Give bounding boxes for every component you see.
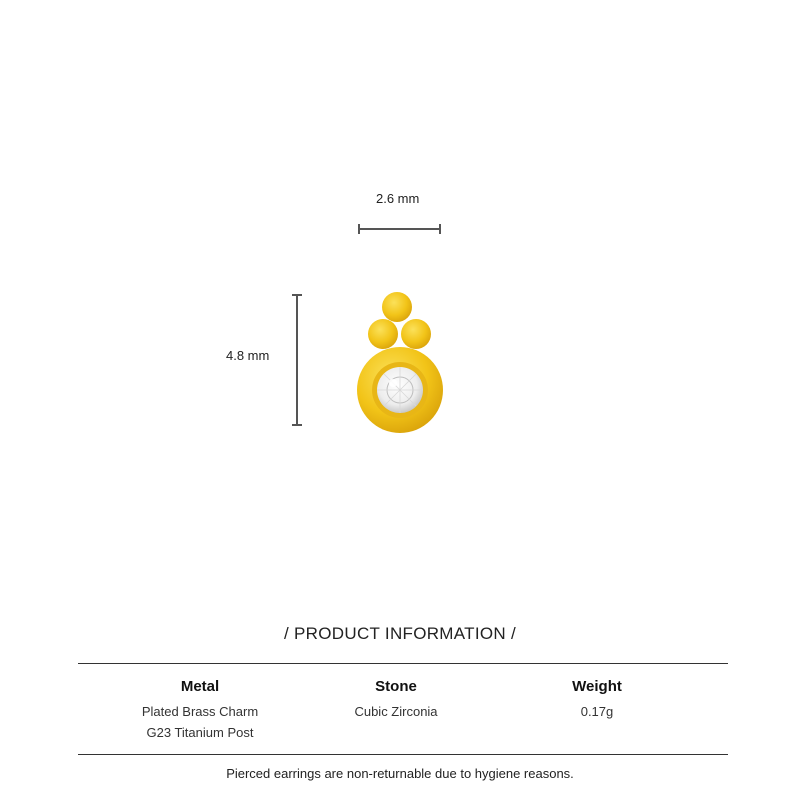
weight-line-1: 0.17g	[580, 704, 614, 719]
stone-line-1: Cubic Zirconia	[354, 704, 438, 719]
width-dimension-line	[358, 228, 441, 230]
height-dimension-label: 4.8 mm	[226, 348, 270, 363]
right-bead	[401, 319, 431, 349]
metal-line-2: G23 Titanium Post	[146, 725, 254, 740]
earring-image	[350, 285, 450, 435]
stone-heading: Stone	[375, 678, 417, 695]
metal-column	[90, 678, 310, 743]
divider-bottom	[78, 754, 728, 755]
product-info-title: / PRODUCT INFORMATION /	[284, 624, 516, 643]
top-bead	[382, 292, 412, 322]
metal-heading: Metal	[180, 678, 220, 695]
width-dimension-label: 2.6 mm	[376, 191, 420, 206]
weight-column	[487, 678, 707, 722]
stone-column	[286, 678, 506, 722]
left-bead	[368, 319, 398, 349]
metal-line-1: Plated Brass Charm	[141, 704, 259, 719]
height-dimension-line	[296, 294, 298, 426]
weight-heading: Weight	[572, 678, 622, 695]
returns-disclaimer: Pierced earrings are non-returnable due to hygiene reasons.	[226, 766, 574, 781]
divider-top	[78, 663, 728, 664]
